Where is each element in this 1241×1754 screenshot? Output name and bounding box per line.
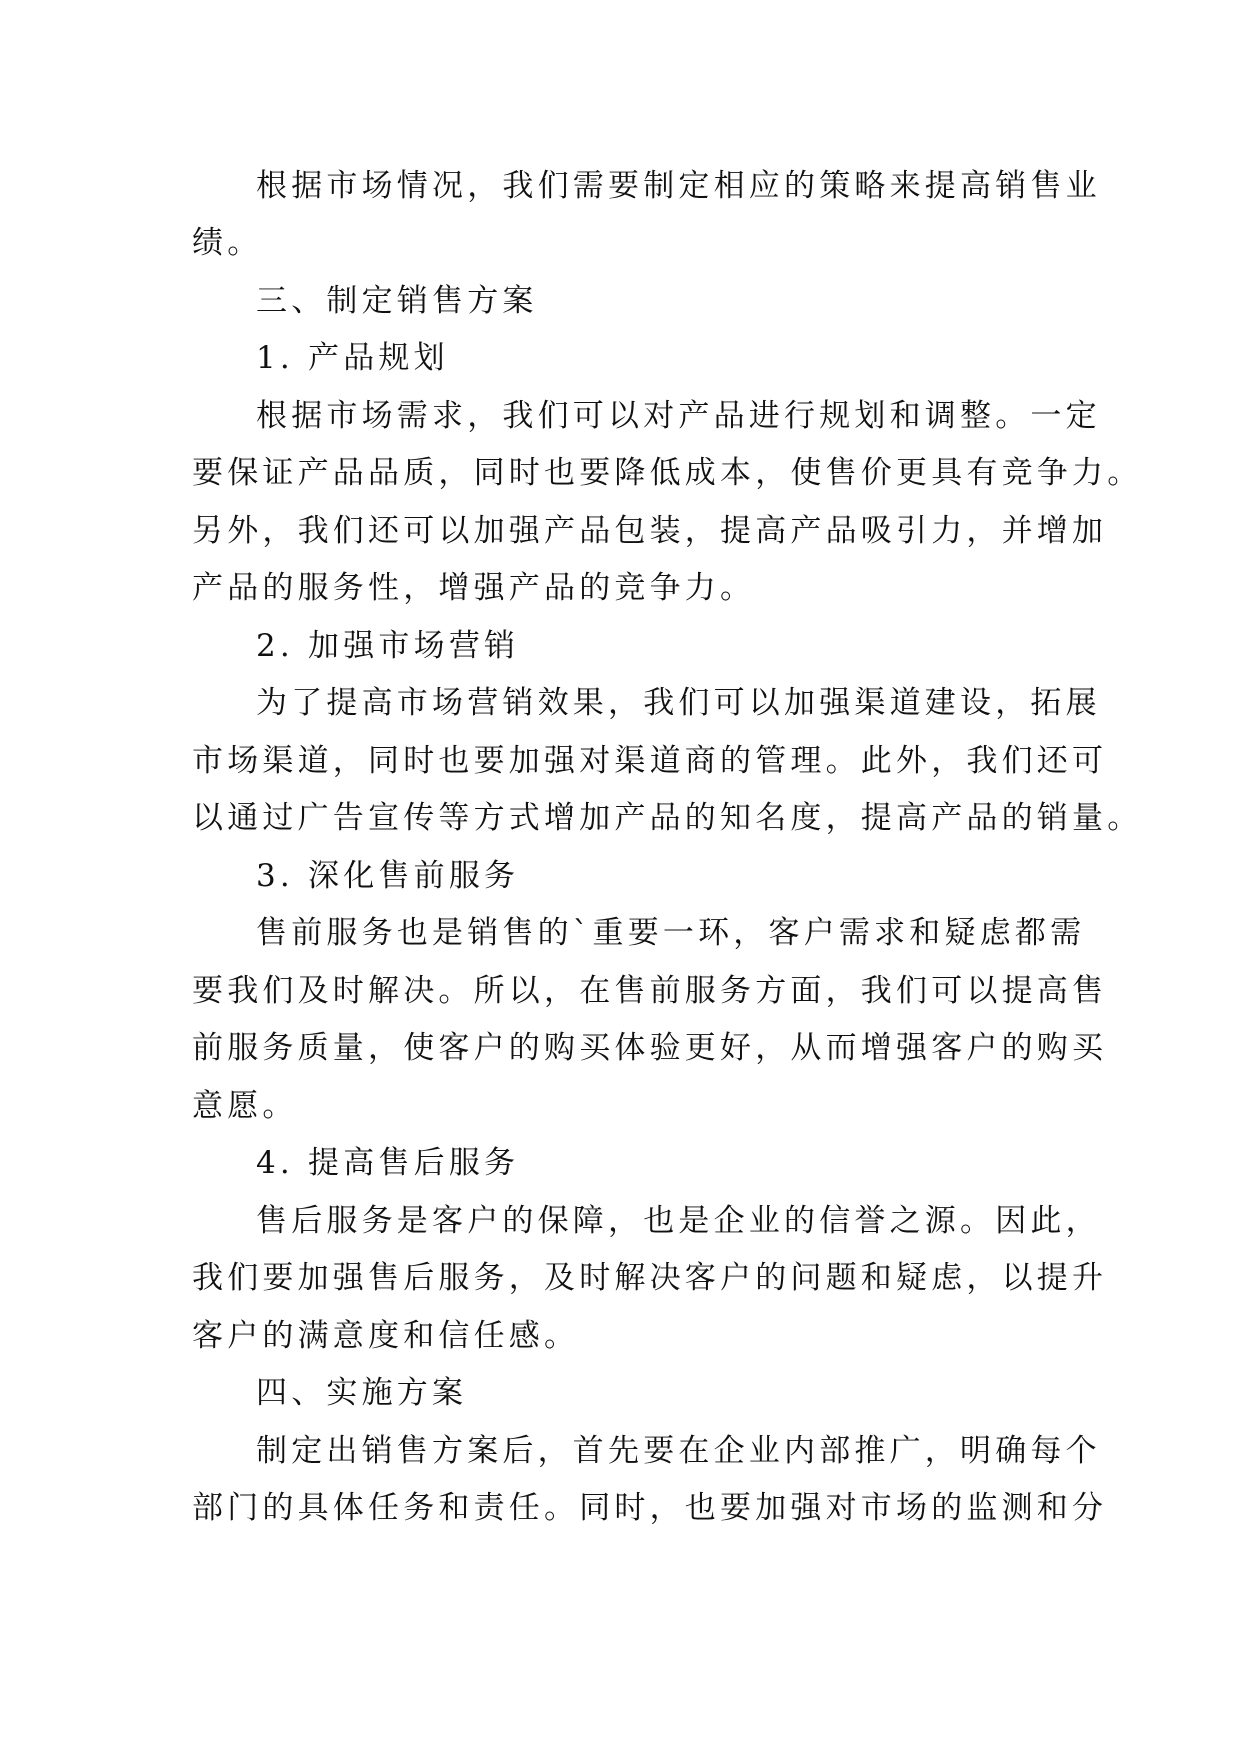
- paragraph-line: 绩。: [192, 225, 263, 261]
- paragraph-line: 客户的满意度和信任感。: [192, 1318, 580, 1354]
- subsection-heading: 1. 产品规划: [256, 340, 449, 376]
- paragraph-line: 部门的具体任务和责任。同时，也要加强对市场的监测和分: [192, 1490, 1108, 1526]
- subsection-heading: 4. 提高售后服务: [256, 1145, 520, 1181]
- section-heading: 三、制定销售方案: [256, 283, 538, 319]
- paragraph-line: 以通过广告宣传等方式增加产品的知名度，提高产品的销量。: [192, 800, 1143, 836]
- paragraph-line: 要我们及时解决。所以，在售前服务方面，我们可以提高售: [192, 973, 1108, 1009]
- paragraph-line: 产品的服务性，增强产品的竞争力。: [192, 570, 756, 606]
- paragraph-line: 要保证产品品质，同时也要降低成本，使售价更具有竞争力。: [192, 455, 1143, 491]
- paragraph-line: 根据市场需求，我们可以对产品进行规划和调整。一定: [256, 398, 1101, 434]
- paragraph-line: 售后服务是客户的保障，也是企业的信誉之源。因此，: [256, 1203, 1101, 1239]
- paragraph-line: 我们要加强售后服务，及时解决客户的问题和疑虑，以提升: [192, 1260, 1108, 1296]
- paragraph-line: 为了提高市场营销效果，我们可以加强渠道建设，拓展: [256, 685, 1101, 721]
- paragraph-line: 市场渠道，同时也要加强对渠道商的管理。此外，我们还可: [192, 743, 1108, 779]
- paragraph-line: 意愿。: [192, 1088, 298, 1124]
- subsection-heading: 3. 深化售前服务: [256, 858, 520, 894]
- paragraph-line: 售前服务也是销售的`重要一环，客户需求和疑虑都需: [256, 915, 1086, 951]
- section-heading: 四、实施方案: [256, 1375, 468, 1411]
- subsection-heading: 2. 加强市场营销: [256, 628, 520, 664]
- paragraph-line: 制定出销售方案后，首先要在企业内部推广，明确每个: [256, 1433, 1101, 1469]
- paragraph-line: 前服务质量，使客户的购买体验更好，从而增强客户的购买: [192, 1030, 1108, 1066]
- paragraph-line: 根据市场情况，我们需要制定相应的策略来提高销售业: [256, 168, 1101, 204]
- paragraph-line: 另外，我们还可以加强产品包装，提高产品吸引力，并增加: [192, 513, 1108, 549]
